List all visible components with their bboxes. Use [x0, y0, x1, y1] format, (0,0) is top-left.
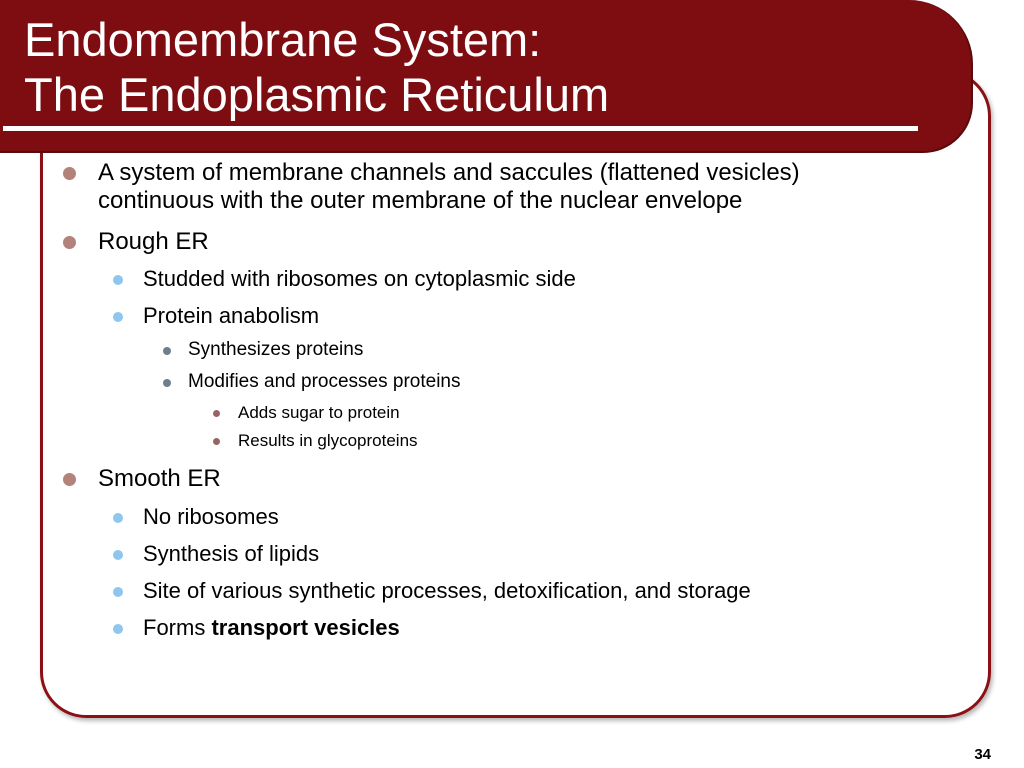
bullet-text: A system of membrane channels and saccules (flattened vesicles): [98, 159, 800, 186]
bullet-text: No ribosomes: [143, 504, 279, 529]
bullet-text: Results in glycoproteins: [238, 431, 418, 450]
bullet-text: Synthesis of lipids: [143, 541, 320, 566]
bullet-text: Modifies and processes proteins: [188, 371, 461, 392]
title-line-1: Endomembrane System:: [24, 13, 542, 66]
bullet-text-prefix: Forms: [143, 615, 206, 640]
bullet-dot: [63, 236, 76, 249]
bullet-dot: [163, 379, 171, 387]
title-line-2: The Endoplasmic Reticulum: [24, 68, 610, 121]
bullet-text: Studded with ribosomes on cytoplasmic side: [143, 266, 576, 291]
bullet-text: Site of various synthetic processes, detoxification, and storage: [143, 578, 751, 603]
bullet-dot: [63, 167, 76, 180]
bullet-dot: [113, 587, 123, 597]
bullet-text-bold: transport vesicles: [211, 615, 400, 640]
bullet-text: Adds sugar to protein: [238, 403, 400, 422]
bullet-dot: [113, 624, 123, 634]
bullet-dot: [113, 312, 123, 322]
bullet-text: Protein anabolism: [143, 303, 320, 328]
bullet-dot: [113, 275, 123, 285]
bullet-dot: [213, 410, 220, 417]
bullet-heading-rough-er: Rough ER: [98, 228, 209, 255]
bullet-text: continuous with the outer membrane of the nuclear envelope: [98, 187, 743, 214]
bullet-text: Synthesizes proteins: [188, 339, 364, 360]
bullet-dot: [163, 347, 171, 355]
page-number: 34: [974, 746, 991, 763]
bullet-heading-smooth-er: Smooth ER: [98, 465, 221, 492]
bullet-dot: [113, 550, 123, 560]
bullet-dot: [213, 438, 220, 445]
bullet-dot: [63, 473, 76, 486]
bullet-text-forms-transport-vesicles: [143, 615, 400, 641]
bullet-dot: [113, 513, 123, 523]
